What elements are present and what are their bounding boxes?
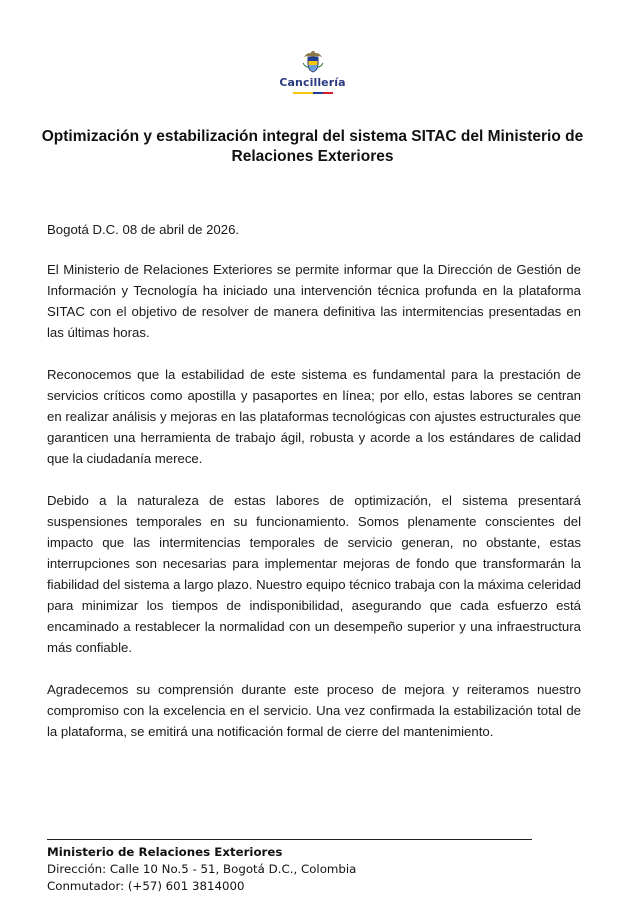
brand-name: Cancillería xyxy=(279,76,346,89)
footer-phone: Conmutador: (+57) 601 3814000 xyxy=(47,879,245,893)
document-title: Optimización y estabilización integral del sistema SITAC del Ministerio de Relaciones Exteriores xyxy=(41,128,584,165)
paragraph: Reconocemos que la estabilidad de este sistema es fundamental para la prestación de servicios críticos como apostilla y pasaportes en línea; por ello, estas labores se centran en realizar análisis y mejoras en las plataformas tecnológicas con ajustes estructurales que garanticen una herramienta de trabajo ágil, robusta y acorde a los estándares de calidad que la ciudadanía merece. xyxy=(47,367,581,466)
footer-organization: Ministerio de Relaciones Exteriores xyxy=(47,845,283,859)
paragraph: Debido a la naturaleza de estas labores de optimización, el sistema presentará suspensiones temporales en su funcionamiento. Somos plenamente conscientes del impacto que las intermitencias temporales de servicio generan, no obstante, estas interrupciones son necesarias para implementar mejoras de fondo que transformarán la fiabilidad del sistema a largo plazo. Nuestro equipo técnico trabaja con la máxima celeridad para minimizar los tiempos de indisponibilidad, asegurando que cada esfuerzo está encaminado a restablecer la normalidad con un desempeño superior y una infraestructura más confiable. xyxy=(47,493,581,655)
footer-divider xyxy=(47,839,532,840)
date-line: Bogotá D.C. 08 de abril de 2026. xyxy=(47,222,240,237)
coat-of-arms-icon xyxy=(300,48,326,74)
document-body xyxy=(47,219,581,763)
flag-stripe xyxy=(0,92,625,94)
paragraph: Agradecemos su comprensión durante este proceso de mejora y reiteramos nuestro compromiso con la excelencia en el servicio. Una vez confirmada la estabilización total de la plataforma, se emitirá una notificación formal de cierre del mantenimiento. xyxy=(47,682,581,739)
letterhead xyxy=(0,48,625,94)
footer xyxy=(47,844,587,895)
paragraph: El Ministerio de Relaciones Exteriores se permite informar que la Dirección de Gestión de Información y Tecnología ha iniciado una intervención técnica profunda en la plataforma SITAC con el objetivo de resolver de manera definitiva las intermitencias presentadas en las últimas horas. xyxy=(47,262,581,340)
footer-address: Dirección: Calle 10 No.5 - 51, Bogotá D.C., Colombia xyxy=(47,862,357,876)
